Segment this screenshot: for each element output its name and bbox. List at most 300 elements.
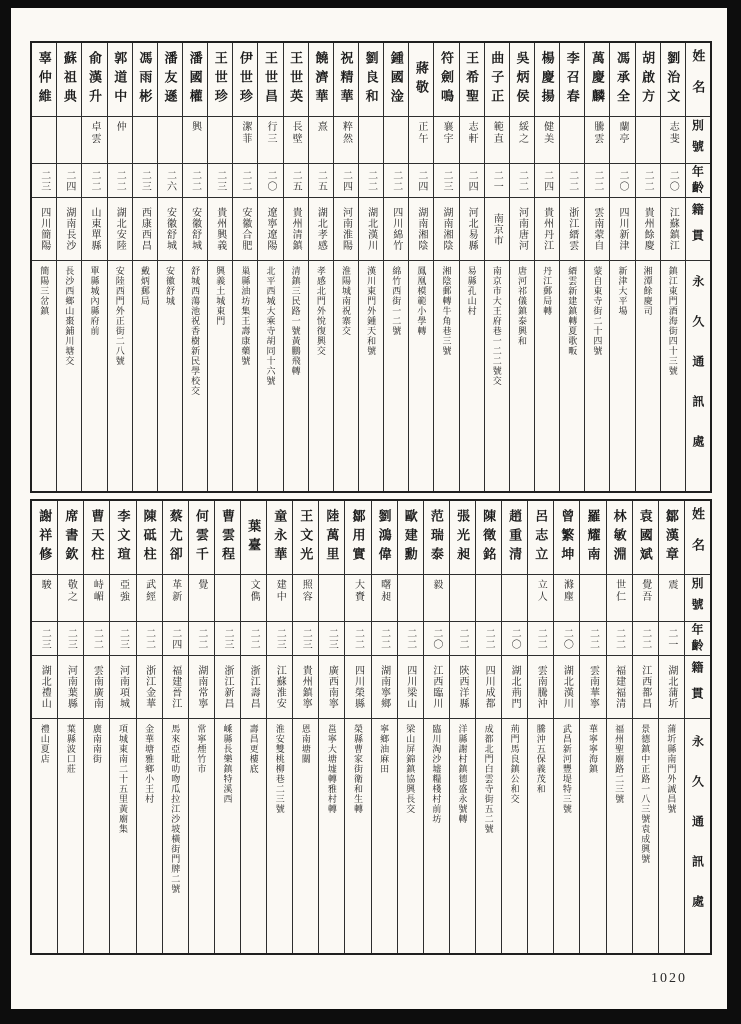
- person-column: [398, 501, 424, 953]
- person-column: [580, 501, 606, 953]
- cell-address-text: 湘潭餘慶司: [642, 266, 653, 316]
- cell-native-text: 山東單縣: [89, 207, 101, 251]
- cell-native-text: 雲南廣南: [91, 665, 103, 709]
- cell-alias: [345, 575, 370, 622]
- cell-name-text: 張光昶: [454, 509, 470, 566]
- cell-age: [258, 164, 282, 198]
- person-column: [535, 43, 560, 491]
- cell-name: [554, 501, 579, 575]
- cell-name: [258, 43, 282, 117]
- cell-address-text: 蒙自東寺街二十四號: [592, 266, 603, 356]
- cell-name-text: 范瑞泰: [428, 509, 444, 566]
- cell-native: [241, 656, 266, 719]
- cell-age-text: 二〇: [561, 627, 573, 650]
- cell-alias: [32, 117, 56, 164]
- cell-alias: [133, 117, 157, 164]
- cell-age: [293, 622, 318, 656]
- cell-name: [163, 501, 188, 575]
- person-column: [32, 501, 58, 953]
- cell-age-text: 二二: [404, 627, 416, 650]
- cell-address-text: 洋縣謝村鎮德盛永號轉: [457, 724, 468, 824]
- cell-name-text: 曹雲程: [219, 509, 235, 566]
- cell-address: [108, 261, 132, 491]
- cell-age: [158, 164, 182, 198]
- person-column: [528, 501, 554, 953]
- cell-name: [137, 501, 162, 575]
- cell-address-text: 華寧寧海鎮: [588, 724, 598, 774]
- cell-age: [359, 164, 383, 198]
- cell-address: [535, 261, 559, 491]
- cell-alias: [233, 117, 257, 164]
- person-column: [661, 43, 686, 491]
- cell-alias: [535, 117, 559, 164]
- cell-address: [183, 261, 207, 491]
- cell-name: [502, 501, 527, 575]
- cell-age-text: 二三: [39, 627, 51, 650]
- cell-address: [258, 261, 282, 491]
- cell-address: [510, 261, 534, 491]
- cell-age-text: 二二: [516, 169, 528, 192]
- cell-address: [398, 719, 423, 953]
- cell-address-text: 北平西城大乘寺胡同十六號: [265, 266, 276, 386]
- cell-name: [610, 43, 634, 117]
- cell-native: [554, 656, 579, 719]
- cell-address-text: 鎮江東門酒海街四十三號: [667, 266, 678, 376]
- cell-age: [636, 164, 660, 198]
- cell-alias-text: 駿: [39, 579, 51, 591]
- cell-address-text: 廣南南街: [91, 724, 102, 764]
- person-column: [384, 43, 409, 491]
- cell-age-text: 二三: [117, 627, 129, 650]
- cell-native: [476, 656, 501, 719]
- cell-name-text: 何雲千: [193, 509, 209, 566]
- cell-native: [233, 198, 257, 261]
- cell-name-text: 曹天柱: [89, 509, 105, 566]
- cell-name: [345, 501, 370, 575]
- cell-name-text: 符劍鳴: [439, 51, 455, 108]
- cell-age-text: 二二: [591, 169, 603, 192]
- cell-address-text: 南京市大王府巷一二二號交: [491, 266, 502, 386]
- cell-age-text: 二二: [239, 169, 251, 192]
- cell-address-text: 新津大平場: [617, 266, 628, 316]
- cell-age-text: 二三: [274, 627, 286, 650]
- cell-name: [158, 43, 182, 117]
- cell-alias: [258, 117, 282, 164]
- cell-age-text: 二二: [390, 169, 402, 192]
- cell-alias-text: 震: [665, 579, 677, 591]
- cell-age: [661, 164, 685, 198]
- cell-age-text: 二二: [456, 627, 468, 650]
- header-age-text: 年齡: [690, 164, 705, 197]
- cell-alias-text: 綏之: [516, 121, 528, 145]
- cell-address-text: 寧鄉油麻田: [379, 724, 390, 774]
- cell-native-text: 安徽舒城: [189, 207, 201, 251]
- cell-age-text: 二一: [491, 169, 503, 192]
- cell-address-text: 壽昌更樓底: [248, 724, 259, 774]
- header-column: [686, 43, 710, 491]
- cell-age-text: 二二: [352, 627, 364, 650]
- cell-native-text: 安徽合肥: [239, 207, 251, 251]
- cell-age-text: 二二: [365, 169, 377, 192]
- cell-native: [32, 198, 56, 261]
- cell-age: [267, 622, 292, 656]
- cell-address: [554, 719, 579, 953]
- cell-age: [110, 622, 135, 656]
- cell-alias: [485, 117, 509, 164]
- cell-address-text: 縉雲新建鎮轉夏歌畈: [567, 266, 578, 356]
- cell-native: [309, 198, 333, 261]
- person-column: [233, 43, 258, 491]
- person-column: [359, 43, 384, 491]
- person-column: [137, 501, 163, 953]
- cell-alias: [659, 575, 684, 622]
- directory-table-bottom: [30, 499, 712, 955]
- page-number: 1020: [651, 971, 687, 986]
- cell-address-text: 荊門馬良鎮公和交: [509, 724, 520, 804]
- cell-name: [110, 501, 135, 575]
- cell-age-text: 二四: [466, 169, 478, 192]
- header-address-text: 永久通訊處: [690, 735, 705, 935]
- header-name-text: 姓名: [690, 48, 706, 111]
- cell-alias: [58, 575, 83, 622]
- cell-age: [108, 164, 132, 198]
- cell-address-text: 淮陽城南祝寨交: [340, 266, 351, 336]
- cell-age: [137, 622, 162, 656]
- cell-alias-text: 建中: [274, 579, 286, 603]
- cell-address: [528, 719, 553, 953]
- cell-native: [633, 656, 658, 719]
- person-column: [57, 43, 82, 491]
- person-column: [267, 501, 293, 953]
- cell-native-text: 遼寧遼陽: [265, 207, 277, 251]
- cell-native: [57, 198, 81, 261]
- cell-age: [424, 622, 449, 656]
- cell-age-text: 二四: [340, 169, 352, 192]
- cell-alias-text: 峙嵋: [91, 579, 103, 603]
- cell-age: [32, 164, 56, 198]
- cell-name-text: 王文光: [298, 509, 314, 566]
- cell-native: [183, 198, 207, 261]
- cell-address: [133, 261, 157, 491]
- cell-native-text: 河南淮陽: [340, 207, 352, 251]
- person-column: [372, 501, 398, 953]
- cell-name: [319, 501, 344, 575]
- cell-address-text: 福州聖廟路二三號: [614, 724, 625, 804]
- cell-native-text: 河南葉縣: [65, 665, 77, 709]
- cell-address-text: 戴炳郵局: [139, 266, 150, 306]
- cell-native-text: 浙江新昌: [221, 665, 233, 709]
- cell-alias: [610, 117, 634, 164]
- cell-address: [293, 719, 318, 953]
- cell-alias-text: 敬之: [65, 579, 77, 603]
- person-column: [163, 501, 189, 953]
- cell-native-text: 福建晉江: [169, 665, 181, 709]
- person-column: [258, 43, 283, 491]
- cell-alias-text: 立人: [535, 579, 547, 603]
- cell-age-text: 二〇: [509, 627, 521, 650]
- cell-address-text: 安陸西門外正街二八號: [114, 266, 125, 366]
- cell-address-text: 清鎮三民路一號黃鵬飛轉: [290, 266, 301, 376]
- cell-age: [502, 622, 527, 656]
- cell-name: [108, 43, 132, 117]
- cell-alias: [372, 575, 397, 622]
- cell-age: [485, 164, 509, 198]
- cell-native-text: 湖北安陸: [114, 207, 126, 251]
- cell-name: [398, 501, 423, 575]
- cell-name: [293, 501, 318, 575]
- header-age: [685, 622, 710, 656]
- cell-name: [183, 43, 207, 117]
- cell-address-text: 綿竹西街一二號: [391, 266, 402, 336]
- cell-name: [58, 501, 83, 575]
- cell-age-text: 二〇: [617, 169, 628, 192]
- cell-name-text: 饒濟華: [313, 51, 329, 108]
- cell-native-text: 四川簡陽: [38, 207, 50, 251]
- cell-name: [607, 501, 632, 575]
- cell-name: [215, 501, 240, 575]
- cell-name: [460, 43, 484, 117]
- cell-native-text: 貴州興義: [214, 207, 226, 251]
- cell-native-text: 陝西洋縣: [456, 665, 468, 709]
- cell-address: [58, 719, 83, 953]
- header-age-text: 年齡: [689, 622, 704, 655]
- cell-age-text: 二三: [65, 627, 77, 650]
- person-column: [58, 501, 84, 953]
- directory-table-top: [30, 41, 712, 493]
- cell-age: [560, 164, 584, 198]
- cell-name: [334, 43, 358, 117]
- cell-name-text: 辜仲維: [36, 51, 52, 108]
- cell-native: [610, 198, 634, 261]
- cell-age-text: 二二: [114, 169, 126, 192]
- cell-alias-text: 革新: [169, 579, 181, 603]
- cell-alias: [510, 117, 534, 164]
- cell-name-text: 羅耀南: [585, 509, 601, 566]
- cell-native: [661, 198, 685, 261]
- cell-address: [309, 261, 333, 491]
- cell-name-text: 陳砥柱: [141, 509, 157, 566]
- cell-age: [409, 164, 433, 198]
- cell-alias-text: 大賚: [352, 579, 364, 603]
- cell-name-text: 劉鴻偉: [376, 509, 392, 566]
- cell-age: [309, 164, 333, 198]
- cell-name: [476, 501, 501, 575]
- person-column: [293, 501, 319, 953]
- cell-alias: [110, 575, 135, 622]
- cell-native-text: 湖北蒲圻: [665, 665, 677, 709]
- cell-address: [32, 261, 56, 491]
- cell-name: [580, 501, 605, 575]
- cell-alias-text: 健美: [541, 121, 553, 145]
- header-alias: [685, 575, 710, 622]
- cell-name-text: 林敏淵: [611, 509, 627, 566]
- cell-alias-text: 粹然: [340, 121, 352, 145]
- cell-native-text: 西康西昌: [139, 207, 151, 251]
- cell-address: [208, 261, 232, 491]
- cell-age: [372, 622, 397, 656]
- cell-age-text: 二三: [214, 169, 226, 192]
- cell-address: [502, 719, 527, 953]
- cell-native-text: 湖北荊門: [509, 665, 521, 709]
- cell-age: [133, 164, 157, 198]
- cell-alias-text: 志斐: [667, 121, 679, 145]
- cell-native-text: 雲南騰沖: [535, 665, 547, 709]
- cell-name-text: 童永華: [272, 509, 288, 566]
- header-name-text: 姓名: [689, 506, 705, 569]
- cell-age: [476, 622, 501, 656]
- cell-alias: [560, 117, 584, 164]
- cell-name: [661, 43, 685, 117]
- cell-alias-text: 興: [189, 121, 201, 133]
- cell-name: [372, 501, 397, 575]
- cell-alias-text: 志軒: [466, 121, 478, 145]
- cell-address: [607, 719, 632, 953]
- cell-native: [110, 656, 135, 719]
- cell-age: [450, 622, 475, 656]
- cell-age: [345, 622, 370, 656]
- cell-native: [58, 656, 83, 719]
- cell-native: [659, 656, 684, 719]
- cell-address-text: 嵊縣長樂鎮特溪西: [222, 724, 233, 804]
- person-column: [84, 501, 110, 953]
- cell-alias: [528, 575, 553, 622]
- cell-age: [319, 622, 344, 656]
- cell-name-text: 吳炳侯: [514, 51, 530, 108]
- person-column: [485, 43, 510, 491]
- cell-age-text: 二二: [378, 627, 390, 650]
- cell-native-text: 四川成都: [483, 665, 495, 709]
- cell-address: [460, 261, 484, 491]
- cell-native: [580, 656, 605, 719]
- cell-age-text: 二二: [535, 627, 547, 650]
- cell-alias: [267, 575, 292, 622]
- cell-name: [133, 43, 157, 117]
- cell-alias-text: 毅: [430, 579, 442, 591]
- person-column: [133, 43, 158, 491]
- cell-alias-text: 武經: [143, 579, 155, 603]
- cell-native-text: 貴州清鎮: [290, 207, 302, 251]
- cell-name: [535, 43, 559, 117]
- cell-address: [189, 719, 214, 953]
- cell-name-text: 袁國斌: [637, 509, 653, 566]
- cell-name: [424, 501, 449, 575]
- cell-alias-text: 行三: [265, 121, 277, 145]
- cell-name: [233, 43, 257, 117]
- cell-age: [57, 164, 81, 198]
- cell-alias: [137, 575, 162, 622]
- cell-alias: [460, 117, 484, 164]
- cell-age-text: 二二: [91, 627, 103, 650]
- cell-native: [636, 198, 660, 261]
- cell-native: [535, 198, 559, 261]
- person-column: [659, 501, 685, 953]
- cell-name-text: 李召春: [564, 51, 580, 108]
- cell-address-text: 葉縣波口莊: [65, 724, 76, 774]
- cell-alias: [384, 117, 408, 164]
- cell-address: [434, 261, 458, 491]
- cell-age: [284, 164, 308, 198]
- cell-age-text: 二二: [195, 627, 207, 650]
- cell-native-text: 浙江縉雲: [566, 207, 578, 251]
- person-column: [636, 43, 661, 491]
- cell-address-text: 禮山夏店: [39, 724, 50, 764]
- cell-name: [510, 43, 534, 117]
- cell-native: [409, 198, 433, 261]
- cell-name-text: 鄒用實: [350, 509, 366, 566]
- cell-native: [359, 198, 383, 261]
- cell-name-text: 馮承全: [615, 51, 630, 108]
- person-column: [633, 501, 659, 953]
- cell-native: [424, 656, 449, 719]
- cell-alias: [661, 117, 685, 164]
- cell-address: [158, 261, 182, 491]
- cell-age: [398, 622, 423, 656]
- cell-name: [560, 43, 584, 117]
- cell-name-text: 劉治文: [665, 51, 681, 108]
- cell-address-text: 臨川淘沙墟糧棧村前坊: [431, 724, 442, 824]
- cell-native: [528, 656, 553, 719]
- cell-native-text: 廣西南寧: [326, 665, 338, 709]
- header-name: [686, 43, 710, 117]
- cell-native-text: 江蘇鎮江: [667, 207, 679, 251]
- header-alias-text: 別號: [690, 119, 705, 161]
- cell-name: [359, 43, 383, 117]
- cell-native-text: 江西都昌: [639, 665, 651, 709]
- person-column: [110, 501, 136, 953]
- header-native: [686, 198, 710, 261]
- cell-native: [319, 656, 344, 719]
- cell-name-text: 蔡尤卻: [167, 509, 183, 566]
- cell-name-text: 王希聖: [464, 51, 480, 108]
- person-column: [158, 43, 183, 491]
- cell-age-text: 二二: [89, 169, 101, 192]
- cell-address: [659, 719, 684, 953]
- cell-address: [233, 261, 257, 491]
- cell-alias-text: 蘭亭: [617, 121, 628, 145]
- cell-address: [661, 261, 685, 491]
- cell-address-text: 武昌新河豐堤特三號: [561, 724, 572, 814]
- cell-address: [409, 261, 433, 491]
- cell-age: [580, 622, 605, 656]
- cell-age: [32, 622, 57, 656]
- person-column: [215, 501, 241, 953]
- person-column: [502, 501, 528, 953]
- cell-address: [384, 261, 408, 491]
- cell-age: [460, 164, 484, 198]
- cell-alias: [398, 575, 423, 622]
- cell-name: [284, 43, 308, 117]
- cell-name-text: 曾繁坤: [559, 509, 575, 566]
- cell-native: [137, 656, 162, 719]
- cell-age-text: 二二: [587, 627, 599, 650]
- cell-alias: [359, 117, 383, 164]
- cell-native: [158, 198, 182, 261]
- cell-alias: [108, 117, 132, 164]
- cell-native-text: 河南唐河: [516, 207, 528, 251]
- cell-address: [137, 719, 162, 953]
- cell-native: [345, 656, 370, 719]
- cell-native-text: 河北易縣: [466, 207, 478, 251]
- cell-address-text: 榮縣曹家街衛和生轉: [353, 724, 364, 814]
- cell-native: [384, 198, 408, 261]
- cell-native: [510, 198, 534, 261]
- cell-alias: [334, 117, 358, 164]
- cell-age-text: 二三: [326, 627, 338, 650]
- cell-native: [585, 198, 609, 261]
- person-column: [424, 501, 450, 953]
- cell-native: [215, 656, 240, 719]
- cell-native-text: 貴州丹江: [541, 207, 553, 251]
